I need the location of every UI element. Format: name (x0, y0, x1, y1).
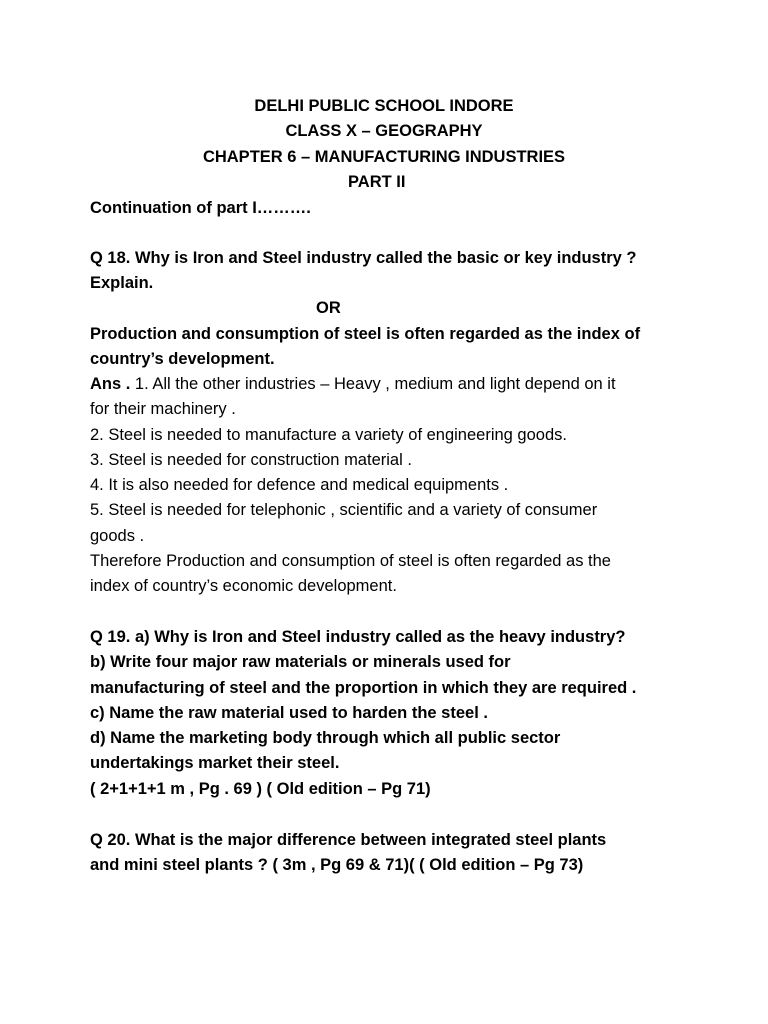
q18-conclusion-line-1: Therefore Production and consumption of steel is often regarded as the (90, 552, 611, 570)
q19-part-b-line-1: b) Write four major raw materials or minerals used for (90, 653, 511, 671)
q18-answer-point-4: 4. It is also needed for defence and medical equipments . (90, 476, 509, 494)
q19-part-d-line-1: d) Name the marketing body through which all public sector (90, 729, 561, 747)
q18-answer-line-1 (90, 374, 616, 394)
q19-part-c: c) Name the raw material used to harden the steel . (90, 704, 488, 722)
q18-or: OR (316, 299, 341, 317)
q18-question-line-1: Q 18. Why is Iron and Steel industry called the basic or key industry ? (90, 249, 637, 267)
q19-part-b-line-2: manufacturing of steel and the proportion in which they are required . (90, 679, 637, 697)
q18-alt-line-2: country’s development. (90, 350, 275, 368)
q18-answer-point-5: 5. Steel is needed for telephonic , scientific and a variety of consumer (90, 501, 598, 519)
q20-line-1: Q 20. What is the major difference between integrated steel plants (90, 831, 607, 849)
school-name: DELHI PUBLIC SCHOOL INDORE (254, 97, 514, 115)
answer-label: Ans . (90, 375, 131, 393)
q18-answer-point-5-cont: goods . (90, 527, 145, 545)
q19-part-d-line-2: undertakings market their steel. (90, 754, 340, 772)
chapter-title: CHAPTER 6 – MANUFACTURING INDUSTRIES (202, 148, 566, 166)
q18-alt-line-1: Production and consumption of steel is often regarded as the index of (90, 325, 641, 343)
q18-question-line-2: Explain. (90, 274, 154, 292)
answer-point-1: 1. All the other industries – Heavy , medium and light depend on it (130, 375, 616, 393)
q18-conclusion-line-2: index of country’s economic development. (90, 577, 397, 595)
q19-marks: ( 2+1+1+1 m , Pg . 69 ) ( Old edition – Pg 71) (90, 780, 431, 798)
class-subject: CLASS X – GEOGRAPHY (285, 122, 483, 140)
q19-part-a: Q 19. a) Why is Iron and Steel industry called as the heavy industry? (90, 628, 626, 646)
q18-answer-point-2: 2. Steel is needed to manufacture a variety of engineering goods. (90, 426, 567, 444)
q18-answer-point-3: 3. Steel is needed for construction material . (90, 451, 412, 469)
q20-line-2: and mini steel plants ? ( 3m , Pg 69 & 71)( ( Old edition – Pg 73) (90, 856, 584, 874)
part-label: PART II (348, 173, 406, 191)
intro-text: Continuation of part I………. (90, 199, 311, 217)
q18-answer-point-1-cont: for their machinery . (90, 400, 236, 418)
